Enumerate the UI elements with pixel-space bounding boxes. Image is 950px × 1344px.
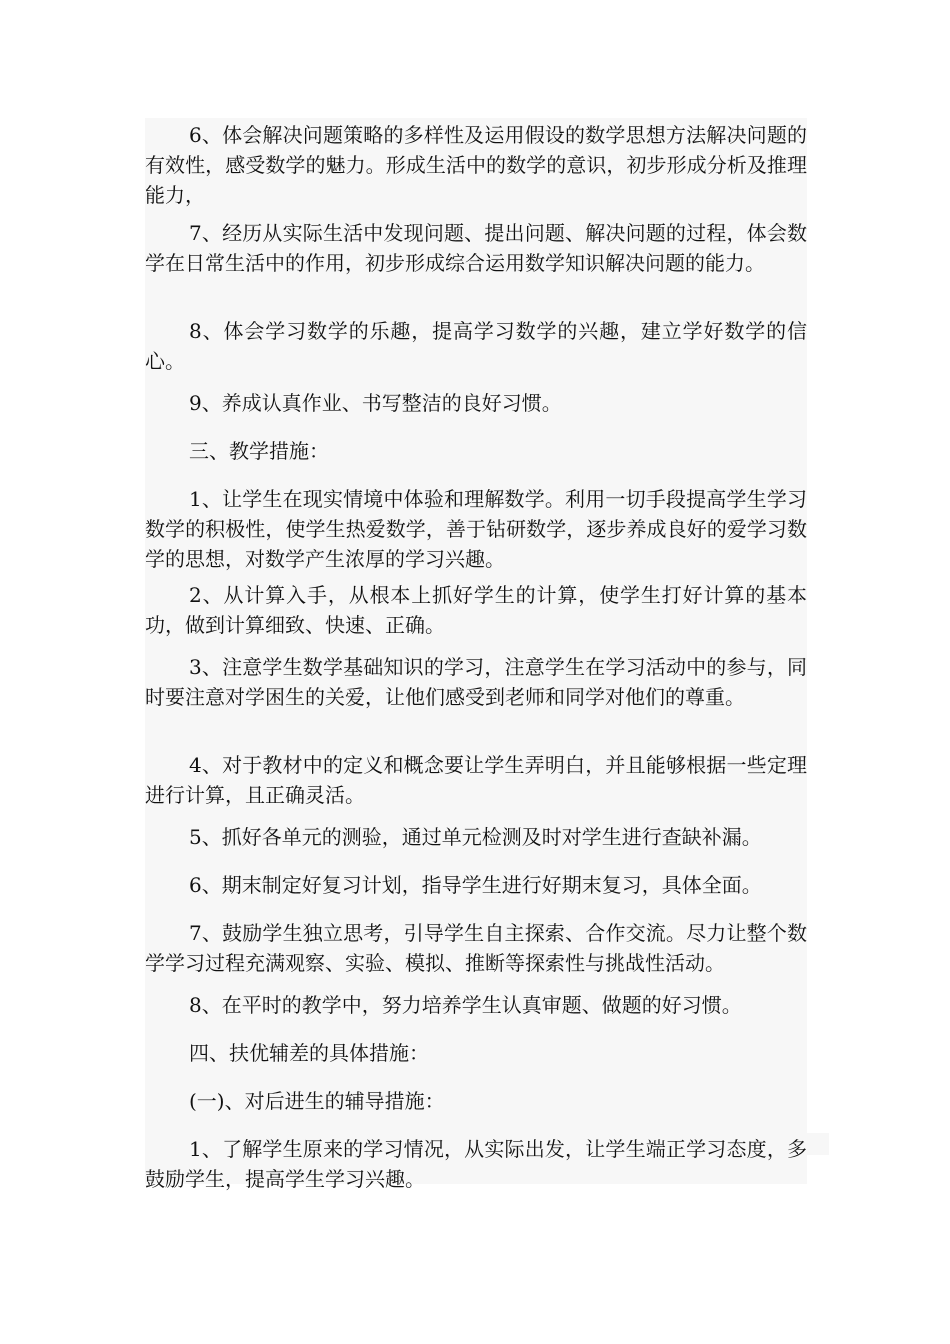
paragraph-goal-6: 6、体会解决问题策略的多样性及运用假设的数学思想方法解决问题的有效性，感受数学的魅力。形成生活中的数学的意识，初步形成分析及推理能力， bbox=[145, 123, 807, 207]
paragraph-tutoring-1: 1、了解学生原来的学习情况，从实际出发，让学生端正学习态度，多鼓励学生，提高学生学习兴趣。 bbox=[145, 1137, 807, 1191]
paragraph-measure-4: 4、对于教材中的定义和概念要让学生弄明白，并且能够根据一些定理进行计算，且正确灵活。 bbox=[145, 753, 807, 807]
subsection-heading-underachievers: (一)、对后进生的辅导措施： bbox=[189, 1089, 445, 1113]
paragraph-measure-7: 7、鼓励学生独立思考，引导学生自主探索、合作交流。尽力让整个数学学习过程充满观察、实验、模拟、推断等探索性与挑战性活动。 bbox=[145, 921, 807, 975]
section-heading-teaching-measures: 三、教学措施： bbox=[189, 439, 329, 463]
paragraph-measure-5: 5、抓好各单元的测验，通过单元检测及时对学生进行查缺补漏。 bbox=[189, 825, 762, 849]
paragraph-measure-1: 1、让学生在现实情境中体验和理解数学。利用一切手段提高学生学习数学的积极性，使学生热爱数学，善于钻研数学，逐步养成良好的爱学习数学的思想，对数学产生浓厚的学习兴趣。 bbox=[145, 487, 807, 571]
paragraph-measure-8: 8、在平时的教学中，努力培养学生认真审题、做题的好习惯。 bbox=[189, 993, 742, 1017]
highlight-overflow bbox=[807, 1133, 829, 1155]
paragraph-goal-7: 7、经历从实际生活中发现问题、提出问题、解决问题的过程，体会数学在日常生活中的作用，初步形成综合运用数学知识解决问题的能力。 bbox=[145, 221, 807, 275]
section-heading-tutoring-measures: 四、扶优辅差的具体措施： bbox=[189, 1041, 429, 1065]
paragraph-measure-3: 3、注意学生数学基础知识的学习，注意学生在学习活动中的参与，同时要注意对学困生的关爱，让他们感受到老师和同学对他们的尊重。 bbox=[145, 655, 807, 709]
paragraph-measure-6: 6、期末制定好复习计划，指导学生进行好期末复习，具体全面。 bbox=[189, 873, 762, 897]
paragraph-measure-2: 2、从计算入手，从根本上抓好学生的计算，使学生打好计算的基本功，做到计算细致、快速、正确。 bbox=[145, 583, 807, 637]
paragraph-goal-9: 9、养成认真作业、书写整洁的良好习惯。 bbox=[189, 391, 562, 415]
paragraph-goal-8: 8、体会学习数学的乐趣，提高学习数学的兴趣，建立学好数学的信心。 bbox=[145, 319, 807, 373]
document-body bbox=[145, 118, 807, 1191]
